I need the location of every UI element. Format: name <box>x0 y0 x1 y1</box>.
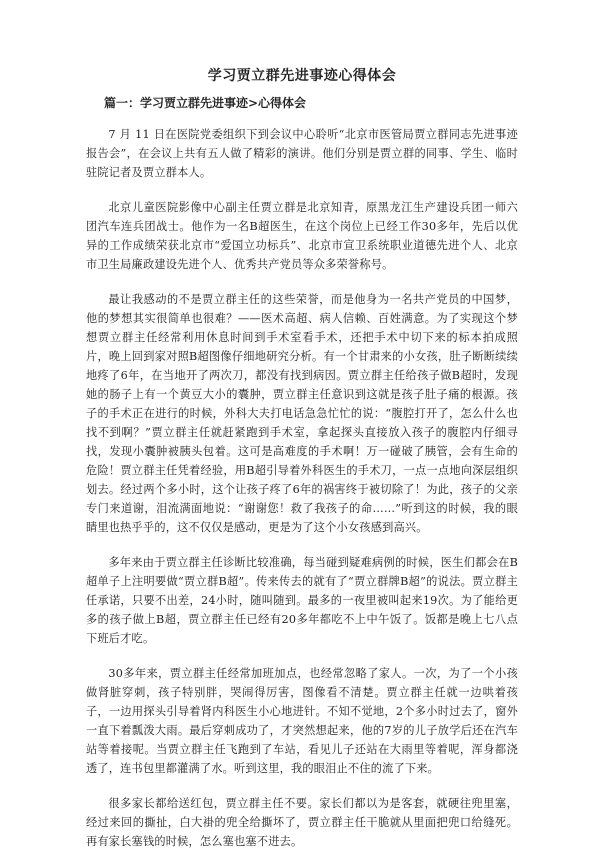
paragraph-3: 最让我感动的不是贾立群主任的这些荣誉，而是他身为一名共产党员的中国梦，他的梦想其实很简单也很难？——医术高超、病人信赖、百姓满意。为了实现这个梦想贾立群主任经常利用休息时间到手术室看手术，还把手术中切下来的标本拍成照片，晚上回到家对照B超图像仔细地研究分析。有一个甘肃来的小女孩，肚子断断续续地疼了6年，在当地开了两次刀，都没有找到病因。贾立群主任给孩子做B超时，发现她的肠子上有一个黄豆大小的囊肿，贾立群主任意识到这就是孩子肚子痛的根源。孩子的手术正在进行的时候，外科大夫打电话急急忙忙的说：“腹腔打开了，怎么什么也找不到啊？”贾立群主任就赶紧跑到手术室，拿起探头直接放入孩子的腹腔内仔细寻找，发现小囊肿被胰头包着。这可是高难度的手术啊！万一碰破了胰管，会有生命的危险！贾立群主任凭着经验，用B超引导着外科医生的手术刀，一点一点地向深层组织划去。经过两个多小时，这个让孩子疼了6年的祸害终于被切除了！为此，孩子的父亲专门来道谢，泪流满面地说：“谢谢您！救了我孩子的命……”听到这的时候，我的眼睛里也热乎乎的，这不仅仅是感动，更是为了这个小女孩感到高兴。 <box>86 293 518 534</box>
paragraph-6: 很多家长都给送红包，贾立群主任不要。家长们都以为是客套，就硬往兜里塞，经过来回的撕扯，白大褂的兜全给撕坏了，贾立群主任干脆就从里面把兜口给缝死。再有家长塞钱的时候，怎么塞也塞不进去。 <box>86 797 518 848</box>
paragraph-4: 多年来由于贾立群主任诊断比较准确，每当碰到疑难病例的时候，医生们都会在B超单子上注明要做“贾立群B超”。传来传去的就有了“贾立群牌B超”的说法。贾立群主任承诺，只要不出差，24小时，随叫随到。最多的一夜里被叫起来19次。为了能给更多的孩子做上B超，贾立群主任已经有20多年都吃不上中午饭了。饭都是晚上七八点下班后才吃。 <box>86 556 518 645</box>
document-title: 学习贾立群先进事迹心得体会 <box>207 68 397 84</box>
paragraph-1: 7 月 11 日在医院党委组织下到会议中心聆听“北京市医管局贾立群同志先进事迹报告会”，在会议上共有五人做了精彩的演讲。他们分别是贾立群的同事、学生、临时驻院记者及贾立群本人。 <box>86 128 518 179</box>
paragraph-5: 30多年来，贾立群主任经常加班加点，也经常忽略了家人。一次，为了一个小孩做肾脏穿刺，孩子特别胖，哭闹得厉害，图像看不清楚。贾立群主任就一边哄着孩子，一边用探头引导着肾内科医生小心地进针。不知不觉地，2个多小时过去了，窗外一直下着瓢泼大雨。最后穿刺成功了，才突然想起来，他的7岁的儿子放学后还在汽车站等着接呢。当贾立群主任飞跑到了车站，看见儿子还站在大雨里等着呢，浑身都浇透了，连书包里都灌满了水。听到这里，我的眼泪止不住的流了下来。 <box>86 667 518 775</box>
section-heading: 篇一：学习贾立群先进事迹>心得体会 <box>104 96 307 110</box>
paragraph-2: 北京儿童医院影像中心副主任贾立群是北京知青，原黑龙江生产建设兵团一师六团汽车连兵团战士。他作为一名B超医生，在这个岗位上已经工作30多年，先后以优异的工作成绩荣获北京市“爱国立功标兵”、北京市宣卫系统职业道德先进个人、北京市卫生局廉政建设先进个人、优秀共产党员等众多荣誉称号。 <box>86 201 518 271</box>
